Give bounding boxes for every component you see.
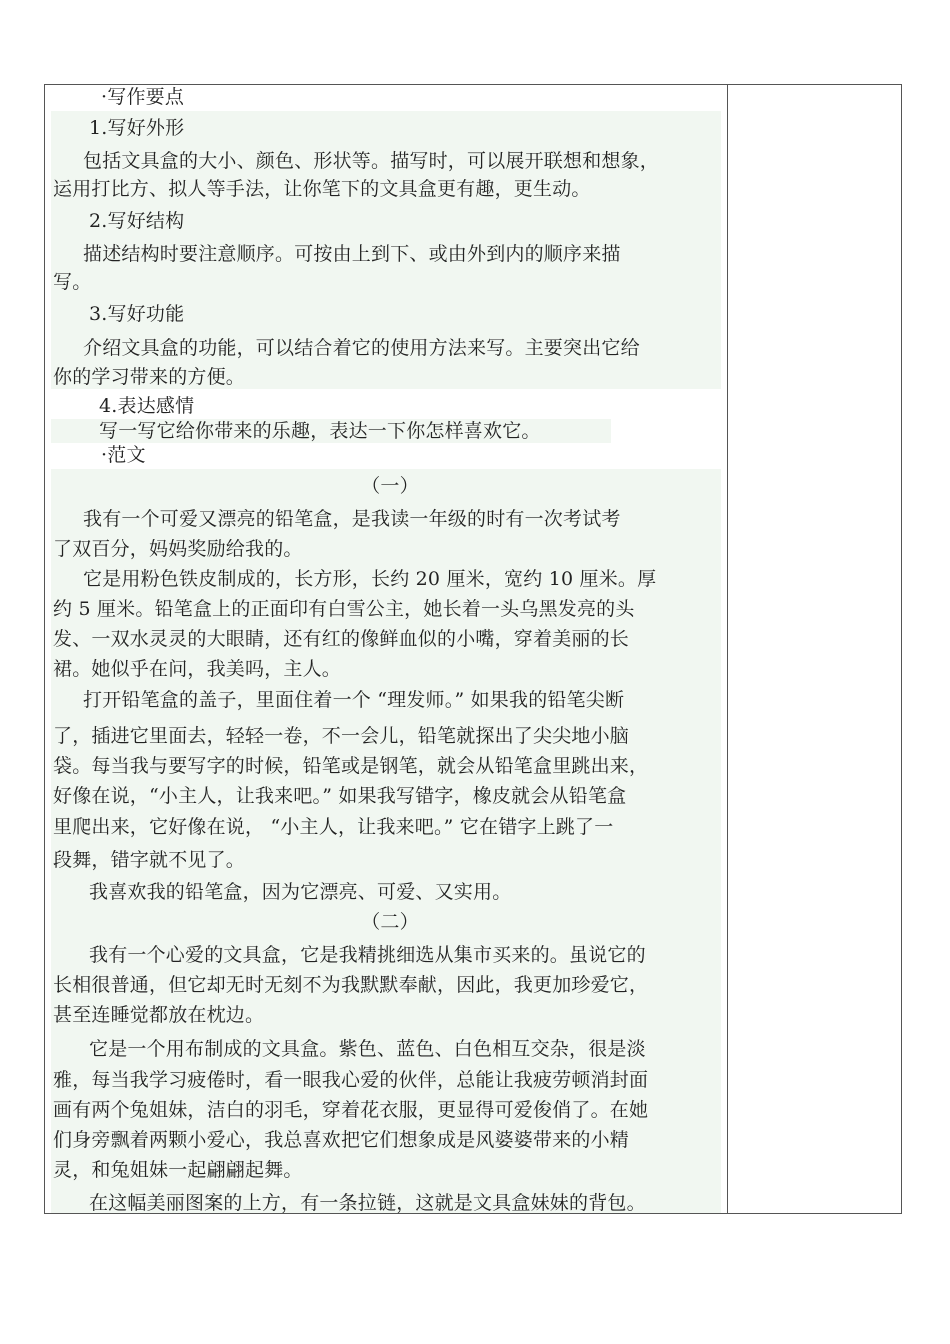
point4-title: 4.表达感情 — [99, 395, 195, 417]
essay1-line: 里爬出来，它好像在说， “小主人，让我来吧。” 它在错字上跳了一 — [53, 816, 614, 838]
document-table — [44, 84, 902, 1214]
essay1-line: 了，插进它里面去，轻轻一卷，不一会儿，铅笔就探出了尖尖地小脑 — [53, 725, 630, 747]
empty-side-cell — [728, 85, 901, 1213]
point4-text: 写一写它给你带来的乐趣，表达一下你怎样喜欢它。 — [99, 420, 541, 442]
essay2-line: 在这幅美丽图案的上方，有一条拉链，这就是文具盒妹妹的背包。 — [89, 1192, 646, 1213]
essay2-line: 雅，每当我学习疲倦时，看一眼我心爱的伙伴，总能让我疲劳顿消封面 — [53, 1069, 649, 1091]
essay2-line: 们身旁飘着两颗小爱心，我总喜欢把它们想象成是风婆婆带来的小精 — [53, 1129, 630, 1151]
essay2-line: 它是一个用布制成的文具盒。紫色、蓝色、白色相互交杂，很是淡 — [89, 1038, 646, 1060]
section-model-essay: ·范文 — [101, 444, 146, 466]
essay2-line: 我有一个心爱的文具盒，它是我精挑细选从集市买来的。虽说它的 — [89, 944, 646, 966]
section-writing-points: ·写作要点 — [101, 86, 185, 108]
point2-text-line: 写。 — [53, 271, 92, 293]
point2-title: 2.写好结构 — [89, 210, 185, 232]
essay1-line: 打开铅笔盒的盖子，里面住着一个 “理发师。” 如果我的铅笔尖断 — [83, 689, 625, 711]
point3-title: 3.写好功能 — [89, 303, 185, 325]
point3-text-line: 介绍文具盒的功能，可以结合着它的使用方法来写。主要突出它给 — [83, 337, 640, 359]
essay1-line: 了双百分，妈妈奖励给我的。 — [53, 538, 303, 560]
essay2-line: 甚至连睡觉都放在枕边。 — [53, 1004, 265, 1026]
content-cell — [45, 85, 727, 1213]
essay2-title: （二） — [361, 911, 419, 933]
essay2-line: 画有两个兔姐妹，洁白的羽毛，穿着花衣服，更显得可爱俊俏了。在她 — [53, 1099, 649, 1121]
point1-text-line: 运用打比方、拟人等手法，让你笔下的文具盒更有趣，更生动。 — [53, 178, 591, 200]
essay1-line: 袋。每当我与要写字的时候，铅笔或是钢笔，就会从铅笔盒里跳出来， — [53, 755, 649, 777]
essay1-line: 它是用粉色铁皮制成的，长方形，长约 20 厘米，宽约 10 厘米。厚 — [83, 568, 657, 590]
essay1-line: 段舞，错字就不见了。 — [53, 849, 246, 871]
essay1-line: 约 5 厘米。铅笔盒上的正面印有白雪公主，她长着一头乌黑发亮的头 — [53, 598, 635, 620]
essay1-line: 我喜欢我的铅笔盒，因为它漂亮、可爱、又实用。 — [89, 881, 512, 903]
essay2-line: 长相很普通，但它却无时无刻不为我默默奉献，因此，我更加珍爱它， — [53, 974, 649, 996]
essay1-line: 发、一双水灵灵的大眼睛，还有红的像鲜血似的小嘴，穿着美丽的长 — [53, 628, 630, 650]
point3-text-line: 你的学习带来的方便。 — [53, 366, 246, 388]
essay1-title: （一） — [361, 475, 419, 497]
essay1-line: 裙。她似乎在问，我美吗，主人。 — [53, 658, 342, 680]
point2-text-line: 描述结构时要注意顺序。可按由上到下、或由外到内的顺序来描 — [83, 243, 621, 265]
essay1-line: 好像在说，“小主人，让我来吧。” 如果我写错字，橡皮就会从铅笔盒 — [53, 785, 627, 807]
essay1-line: 我有一个可爱又漂亮的铅笔盒，是我读一年级的时有一次考试考 — [83, 508, 621, 530]
point1-text-line: 包括文具盒的大小、颜色、形状等。描写时，可以展开联想和想象， — [83, 150, 660, 172]
essay2-line: 灵，和兔姐妹一起翩翩起舞。 — [53, 1159, 303, 1181]
point1-title: 1.写好外形 — [89, 117, 185, 139]
